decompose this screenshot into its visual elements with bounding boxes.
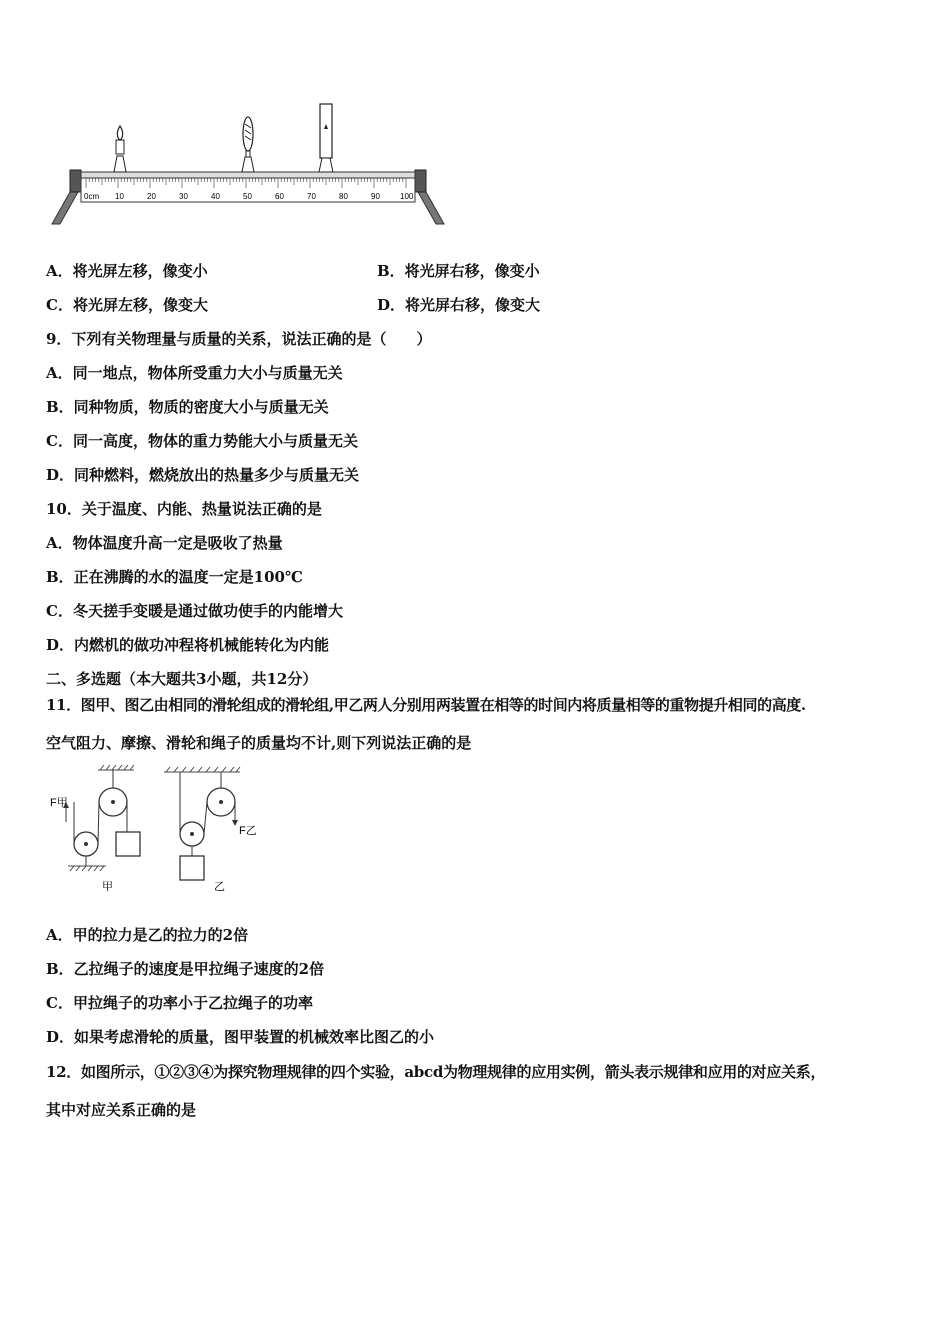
bench-tick-label: 20 [147,192,156,201]
q11-option-c[interactable]: C．甲拉绳子的功率小于乙拉绳子的功率 [46,994,313,1012]
bench-tick-label: 50 [243,192,252,201]
bench-leg-right [418,192,444,224]
bench-tick-label: 80 [339,192,348,201]
lens-icon [242,117,254,172]
pulley-figure [46,762,276,896]
q11-option-d[interactable]: D．如果考虑滑轮的质量，图甲装置的机械效率比图乙的小 [46,1028,435,1046]
figure-label-jia: 甲 [102,881,113,893]
q9-option-c[interactable]: C．同一高度，物体的重力势能大小与质量无关 [46,432,358,450]
q10-stem: 10．关于温度、内能、热量说法正确的是 [46,500,322,518]
section-title: 二、多选题（本大题共3小题，共12分） [46,670,318,688]
q10-option-d[interactable]: D．内燃机的做功冲程将机械能转化为内能 [46,636,330,654]
q8-option-a[interactable]: A．将光屏左移，像变小 [46,262,208,280]
bench-tick-label: 90 [371,192,380,201]
bench-end-right [415,170,426,192]
q9-stem: 9．下列有关物理量与质量的关系，说法正确的是（ ） [46,330,432,348]
bench-tick-label: 0cm [84,192,100,201]
q11-stem-line2: 空气阻力、摩擦、滑轮和绳子的质量均不计,则下列说法正确的是 [46,734,472,752]
q12-stem-line2: 其中对应关系正确的是 [46,1101,197,1119]
pulley-svg [46,762,276,896]
floor-jia [68,866,106,871]
bench-tick-label: 10 [115,192,124,201]
bench-end-left [70,170,81,192]
q8-option-c[interactable]: C．将光屏左移，像变大 [46,296,208,314]
q12-stem-line1: 12．如图所示，①②③④为探究物理规律的四个实验，abcd为物理规律的应用实例，箭头表示规律和应用的对应关系， [46,1063,826,1081]
weight-yi [180,856,204,880]
q8-option-b[interactable]: B．将光屏右移，像变小 [377,262,540,280]
weight-jia [116,832,140,856]
q8-option-d[interactable]: D．将光屏右移，像变大 [377,296,541,314]
q9-option-a[interactable]: A．同一地点，物体所受重力大小与质量无关 [46,364,343,382]
bench-tick-label: 100 [400,192,414,201]
bench-tick-label: 30 [179,192,188,201]
bench-leg-left [52,192,78,224]
q10-option-a[interactable]: A．物体温度升高一定是吸收了热量 [46,534,283,552]
optical-bench-svg [48,98,448,228]
force-label-jia: F甲 [50,797,68,809]
q11-option-b[interactable]: B．乙拉绳子的速度是甲拉绳子速度的2倍 [46,960,325,978]
ceiling-jia [98,765,134,770]
ceiling-yi [164,767,240,772]
force-label-yi: F乙 [239,825,257,837]
optical-bench-figure [48,98,448,228]
q11-option-a[interactable]: A．甲的拉力是乙的拉力的2倍 [46,926,249,944]
bench-tick-label: 70 [307,192,316,201]
bench-rail [81,172,415,178]
q10-option-c[interactable]: C．冬天搓手变暖是通过做功使手的内能增大 [46,602,343,620]
bench-tick-label: 60 [275,192,284,201]
candle-icon [114,126,126,172]
screen-icon [319,104,333,172]
bench-tick-label: 40 [211,192,220,201]
figure-label-yi: 乙 [214,881,225,893]
q11-stem-line1: 11．图甲、图乙由相同的滑轮组成的滑轮组,甲乙两人分别用两装置在相等的时间内将质量相等的重物提升相同的高度. [46,696,806,714]
q9-option-d[interactable]: D．同种燃料，燃烧放出的热量多少与质量无关 [46,466,360,484]
q9-option-b[interactable]: B．同种物质，物质的密度大小与质量无关 [46,398,329,416]
q10-option-b[interactable]: B．正在沸腾的水的温度一定是100℃ [46,568,303,586]
